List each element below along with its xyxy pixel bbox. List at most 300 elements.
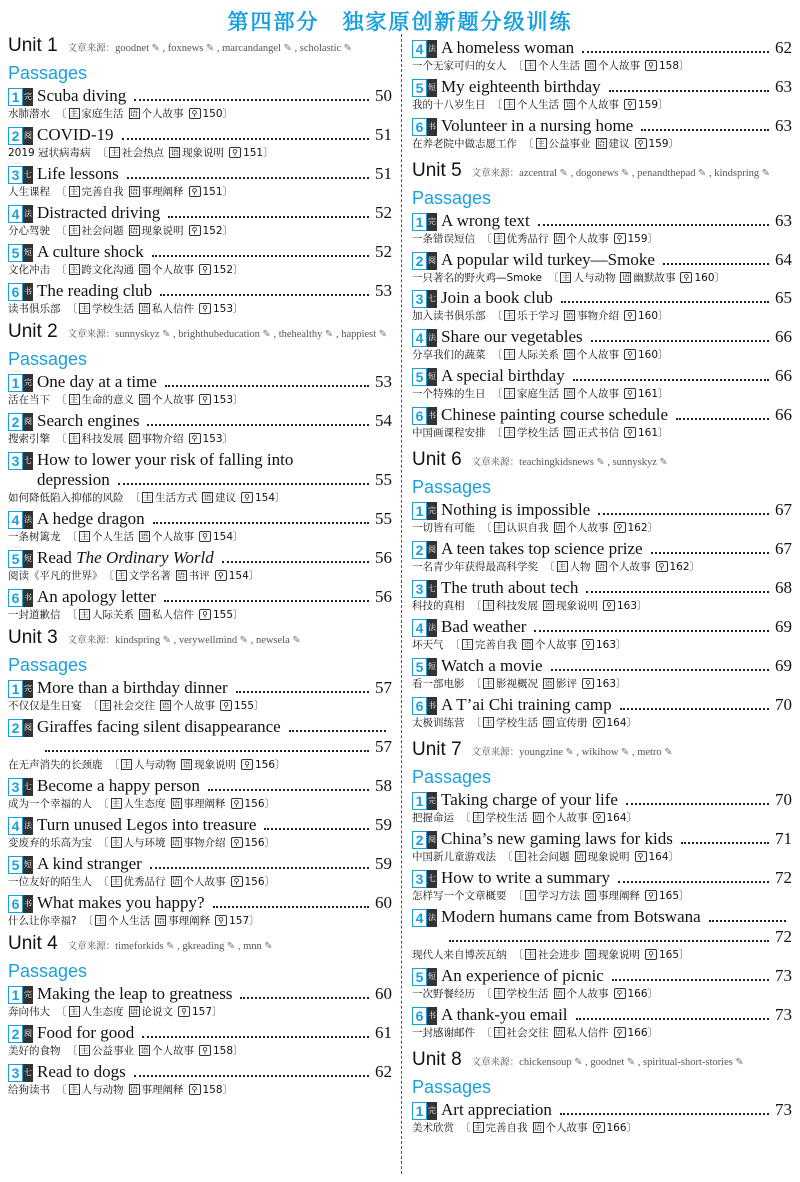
entry-title[interactable]: A wrong text [441, 211, 530, 230]
source-name[interactable]: sunnyskyz [612, 457, 657, 468]
bracket-open: 〔 [98, 876, 109, 888]
entry-theme: 社会热点 [122, 147, 165, 159]
entry-meta [8, 431, 392, 448]
theme-badge: 主 [70, 109, 78, 118]
entry-title-line [8, 450, 392, 470]
dot-leader [160, 294, 369, 296]
source-name[interactable]: chickensoup [519, 1057, 572, 1068]
entry-title-line [412, 405, 792, 425]
toc-entry[interactable] [412, 211, 792, 248]
toc-entry[interactable] [412, 250, 792, 286]
entry-meta [8, 874, 392, 891]
clip-icon: ✎ [237, 635, 249, 646]
entry-meta [8, 490, 392, 507]
toc-entry[interactable] [8, 411, 392, 448]
entry-title-line [8, 776, 392, 796]
answer-page-number: 153 [213, 303, 234, 315]
genre-badge: 语 [172, 838, 180, 847]
toc-entry[interactable] [8, 242, 392, 279]
page-number: 55 [375, 509, 392, 528]
answer-page-number: 158 [213, 1045, 234, 1057]
answer-page-number: 150 [202, 108, 223, 120]
entry-title[interactable]: Giraffes facing silent disappearance [37, 717, 281, 736]
entry-theme: 完善自我 [475, 639, 517, 651]
bracket-close: 〕 [658, 388, 669, 400]
entry-title-line [412, 578, 792, 598]
entry-chinese-title: 一封感谢邮件 [412, 1027, 475, 1039]
entry-title[interactable]: Life lessons [37, 164, 119, 183]
entry-genre: 事理阐释 [141, 1084, 184, 1096]
entry-title[interactable]: A popular wild turkey—Smoke [441, 250, 655, 269]
source-name[interactable]: happiest [341, 329, 377, 340]
toc-entry[interactable] [412, 617, 792, 654]
entry-theme: 生活方式 [155, 492, 197, 504]
search-icon: ⚲ [582, 639, 594, 650]
clip-icon: ✎ [259, 329, 271, 340]
source-name[interactable]: metro [637, 747, 662, 758]
source-name[interactable]: marcandangel [222, 43, 281, 54]
toc-entry[interactable] [8, 86, 392, 123]
entry-title[interactable]: Read to dogs [37, 1062, 126, 1081]
entry-title[interactable]: An experience of picnic [441, 966, 604, 985]
entry-theme: 社会问题 [81, 225, 124, 237]
entry-theme: 人生态度 [81, 1006, 124, 1018]
dot-leader [618, 881, 769, 883]
bracket-open: 〔 [66, 303, 77, 315]
theme-badge: 主 [80, 304, 89, 313]
source-name[interactable]: dogonews [575, 168, 619, 179]
entry-title[interactable]: A kind stranger [37, 854, 142, 873]
entry-type-tag: 短 [23, 550, 33, 568]
entry-title[interactable]: Modern humans came from Botswana [441, 907, 701, 926]
bracket-close: 〕 [647, 1027, 659, 1039]
entry-number: 1 [8, 986, 23, 1004]
toc-entry[interactable] [8, 678, 392, 715]
theme-badge: 主 [117, 571, 126, 580]
genre-badge: 语 [565, 389, 574, 398]
bracket-open: 〔 [491, 388, 502, 400]
entry-title[interactable]: Watch a movie [441, 656, 543, 675]
theme-badge: 主 [463, 640, 472, 649]
entry-title[interactable]: My eighteenth birthday [441, 77, 601, 96]
toc-entry[interactable] [412, 656, 792, 693]
unit-sources [68, 635, 301, 646]
search-icon: ⚲ [645, 949, 657, 960]
toc-entry[interactable] [8, 450, 392, 507]
entry-number: 1 [412, 792, 427, 810]
toc-entry[interactable] [412, 829, 792, 866]
entry-title-line [8, 587, 392, 607]
bracket-close: 〕 [222, 225, 234, 237]
toc-entry[interactable] [8, 1062, 392, 1099]
toc-entry[interactable] [8, 509, 392, 546]
entry-title[interactable]: A teen takes top science prize [441, 539, 643, 558]
entry-meta [8, 796, 392, 813]
entry-title[interactable]: An apology letter [37, 587, 156, 606]
toc-entry[interactable] [412, 1005, 792, 1042]
search-icon: ⚲ [614, 233, 626, 244]
search-icon: ⚲ [229, 147, 241, 158]
toc-entry[interactable] [8, 815, 392, 852]
entry-title-line [412, 907, 792, 927]
answer-page-number: 162 [669, 561, 690, 573]
entry-meta [412, 986, 792, 1003]
toc-entry[interactable] [8, 854, 392, 891]
bracket-open: 〔 [98, 837, 109, 849]
entry-title-line [8, 281, 392, 301]
entry-type-tag: 书 [427, 697, 437, 715]
unit-section [8, 36, 392, 318]
theme-badge: 主 [474, 1123, 482, 1132]
entry-title[interactable]: Chinese painting course schedule [441, 405, 669, 424]
toc-entry[interactable] [8, 281, 392, 318]
entry-number: 2 [412, 541, 427, 559]
page-number: 63 [775, 116, 792, 135]
source-name[interactable]: thehealthy [278, 329, 323, 340]
entry-number: 5 [8, 244, 23, 262]
entry-title[interactable]: Scuba diving [37, 86, 127, 105]
genre-badge: 语 [161, 701, 170, 710]
entry-chinese-title: 我的十八岁生日 [412, 99, 486, 111]
toc-entry[interactable] [412, 907, 792, 964]
entry-number: 1 [412, 1102, 427, 1120]
toc-entry[interactable] [412, 868, 792, 905]
entry-meta [412, 1025, 792, 1042]
entry-meta [8, 698, 392, 715]
entry-type-tag: 阅 [23, 719, 33, 737]
bracket-close: 〕 [254, 700, 265, 712]
source-name[interactable]: brighthubeducation [178, 329, 260, 340]
toc-entry[interactable] [412, 38, 792, 75]
entry-number: 3 [412, 290, 427, 308]
entry-chinese-title: 变废弃的乐高为宝 [8, 837, 92, 849]
entry-chinese-title: 分心驾驶 [8, 225, 50, 237]
page-number: 63 [775, 211, 792, 230]
source-name[interactable]: timeforkids [115, 941, 164, 952]
right-column [412, 36, 792, 1141]
page-number: 65 [775, 288, 792, 307]
entry-meta [8, 1004, 392, 1021]
answer-page-number: 164 [648, 851, 669, 863]
answer-page-number: 161 [638, 427, 659, 439]
entry-theme: 人与环境 [123, 837, 166, 849]
page-number: 52 [375, 203, 392, 222]
toc-entry[interactable] [412, 695, 792, 732]
entry-type-tag: 短 [427, 658, 437, 676]
toc-entry[interactable] [8, 984, 392, 1021]
entry-genre: 个人故事 [545, 812, 588, 824]
entry-theme: 科技发展 [496, 600, 538, 612]
page-number: 60 [375, 893, 392, 912]
source-name[interactable]: verywellmind [178, 635, 238, 646]
page-number: 67 [775, 500, 792, 519]
entry-title[interactable]: What makes you happy? [37, 893, 205, 912]
page-number: 59 [375, 815, 392, 834]
entry-type-tag: 阅 [23, 413, 33, 431]
entry-title[interactable]: Bad weather [441, 617, 527, 636]
search-icon: ⚲ [199, 303, 211, 314]
bracket-close: 〕 [679, 60, 690, 72]
source-name[interactable]: youngzine [519, 747, 563, 758]
entry-chinese-title: 坏天气 [412, 639, 444, 651]
genre-badge: 语 [534, 813, 542, 822]
theme-badge: 主 [80, 532, 89, 541]
bracket-close: 〕 [233, 609, 244, 621]
toc-entry[interactable] [8, 548, 392, 585]
genre-badge: 语 [130, 1007, 138, 1016]
entry-title-line [8, 1062, 392, 1082]
source-separator: , [635, 1057, 644, 1068]
entry-title-line [8, 203, 392, 223]
entry-number: 3 [412, 870, 427, 888]
entry-title[interactable]: Search engines [37, 411, 140, 430]
clip-icon: ✎ [557, 168, 568, 179]
entry-title[interactable]: Distracted driving [37, 203, 161, 222]
source-name[interactable]: penandthepad [637, 168, 696, 179]
entry-title[interactable]: Share our vegetables [441, 327, 583, 346]
dot-leader [142, 1036, 369, 1038]
answer-page-number: 157 [192, 1006, 213, 1018]
genre-badge: 语 [130, 226, 138, 235]
entry-meta [412, 270, 792, 286]
page-number: 71 [775, 829, 792, 848]
toc-entry[interactable] [412, 77, 792, 114]
answer-page-number: 151 [202, 186, 223, 198]
entry-title[interactable]: China’s new gaming laws for kids [441, 829, 673, 848]
bracket-open: 〔 [491, 427, 502, 439]
answer-page-number: 164 [606, 812, 627, 824]
entry-genre: 幽默故事 [633, 272, 676, 284]
toc-entry[interactable] [412, 790, 792, 827]
search-icon: ⚲ [614, 1027, 626, 1038]
toc-entry[interactable] [412, 1100, 792, 1137]
entry-title[interactable]: One day at a time [37, 372, 157, 391]
entry-title[interactable]: A hedge dragon [37, 509, 145, 528]
toc-entry[interactable] [8, 372, 392, 409]
source-name[interactable]: wikihow [581, 747, 619, 758]
entry-title-line [412, 617, 792, 637]
source-name[interactable]: kindspring [714, 168, 760, 179]
entry-type-tag: 完 [427, 502, 437, 520]
theme-badge: 主 [495, 234, 503, 243]
source-name[interactable]: newsela [255, 635, 290, 646]
entry-type-tag: 七 [23, 452, 33, 470]
entry-title[interactable]: How to lower your risk of falling into [37, 450, 294, 469]
bracket-open: 〔 [66, 531, 77, 543]
entry-type-tag: 完 [23, 374, 33, 392]
entry-title[interactable] [37, 548, 214, 568]
entry-meta [412, 97, 792, 114]
toc-entry[interactable] [412, 578, 792, 615]
theme-badge: 主 [96, 916, 105, 925]
source-name[interactable]: sunnyskyz [115, 329, 160, 340]
theme-badge: 主 [505, 311, 514, 320]
dot-leader [551, 669, 769, 671]
bracket-open: 〔 [481, 988, 492, 1000]
entry-title[interactable]: More than a birthday dinner [37, 678, 228, 697]
entry-title[interactable]: The reading club [37, 281, 153, 300]
bracket-close: 〕 [679, 890, 690, 902]
page-number: 60 [375, 984, 392, 1003]
source-name[interactable]: spiritual-short-stories [643, 1057, 733, 1068]
entry-title[interactable]: Making the leap to greatness [37, 984, 233, 1003]
search-icon: ⚲ [199, 531, 211, 542]
bracket-close: 〕 [626, 1122, 638, 1134]
source-label: 文章来源： [471, 1057, 520, 1068]
unit-sources [68, 329, 387, 340]
entry-title[interactable]: A special birthday [441, 366, 565, 385]
clip-icon: ✎ [322, 329, 334, 340]
entry-title[interactable]: Join a book club [441, 288, 553, 307]
bracket-close: 〕 [222, 433, 234, 445]
source-separator: , [567, 168, 576, 179]
entry-meta [8, 184, 392, 201]
unit-header [412, 450, 792, 472]
source-name[interactable]: kindspring [115, 635, 161, 646]
source-name[interactable]: goodnet [115, 43, 149, 54]
entry-title[interactable]: Turn unused Legos into treasure [37, 815, 257, 834]
entry-theme: 社会交往 [113, 700, 155, 712]
bracket-open: 〔 [56, 1084, 67, 1096]
search-icon: ⚲ [199, 609, 211, 620]
entry-title[interactable]: A thank-you email [441, 1005, 568, 1024]
source-name[interactable]: mnn [243, 941, 262, 952]
bracket-close: 〕 [658, 99, 669, 111]
source-separator: , [629, 168, 638, 179]
genre-badge: 语 [555, 989, 563, 998]
source-name[interactable]: azcentral [519, 168, 558, 179]
bracket-close: 〕 [689, 561, 701, 573]
bracket-open: 〔 [56, 108, 67, 120]
search-icon: ⚲ [624, 349, 636, 360]
entry-genre: 书评 [188, 570, 210, 582]
toc-entry[interactable] [8, 125, 392, 162]
source-label: 文章来源： [67, 329, 116, 340]
toc-entry[interactable] [412, 288, 792, 325]
entry-title[interactable]: Food for good [37, 1023, 135, 1042]
toc-entry[interactable] [412, 116, 792, 153]
entry-number: 6 [8, 283, 23, 301]
toc-entry[interactable] [8, 776, 392, 813]
source-name[interactable]: scholastic [299, 43, 342, 54]
source-label: 文章来源： [471, 747, 520, 758]
entry-number: 1 [8, 88, 23, 106]
genre-badge: 语 [170, 148, 179, 157]
search-icon: ⚲ [199, 394, 211, 405]
clip-icon: ✎ [160, 635, 171, 646]
entry-number: 4 [412, 909, 427, 927]
page-number: 51 [375, 164, 392, 183]
unit-sources [472, 168, 770, 179]
entry-title[interactable]: A T’ai Chi training camp [441, 695, 612, 714]
page-number: 63 [775, 77, 792, 96]
unit-title: Unit 7 [412, 739, 462, 760]
dot-leader [663, 263, 769, 265]
bracket-open: 〔 [502, 851, 513, 863]
answer-page-number: 163 [596, 678, 617, 690]
unit-sources [472, 457, 668, 468]
bracket-close: 〕 [275, 492, 286, 504]
entry-number: 1 [412, 213, 427, 231]
entry-title[interactable]: A culture shock [37, 242, 144, 261]
toc-entry[interactable] [8, 203, 392, 240]
source-separator: , [170, 329, 179, 340]
entry-theme: 公益事业 [92, 1045, 134, 1057]
theme-badge: 主 [561, 273, 570, 282]
entry-title[interactable]: Art appreciation [441, 1100, 552, 1119]
toc-entry[interactable] [412, 966, 792, 1003]
passages-heading: Passages [8, 63, 88, 83]
toc-entry[interactable] [8, 893, 392, 930]
entry-type-tag: 七 [23, 166, 33, 184]
toc-entry[interactable] [412, 539, 792, 576]
toc-entry[interactable] [412, 500, 792, 537]
search-icon: ⚲ [614, 522, 626, 533]
entry-theme: 人与动物 [573, 272, 616, 284]
entry-title[interactable]: A homeless woman [441, 38, 575, 57]
entry-number: 2 [8, 127, 23, 145]
entry-title[interactable]: Become a happy person [37, 776, 200, 795]
entry-meta [8, 106, 392, 123]
genre-badge: 语 [140, 304, 149, 313]
toc-entry[interactable] [412, 366, 792, 403]
toc-entry[interactable] [412, 405, 792, 442]
genre-badge: 语 [621, 273, 630, 282]
search-icon: ⚲ [645, 890, 657, 901]
entry-title-line [412, 695, 792, 715]
entry-type-tag: 阅 [427, 541, 437, 559]
dot-leader [147, 424, 369, 426]
entry-genre: 宣传册 [556, 717, 588, 729]
entry-title[interactable]: Nothing is impossible [441, 500, 591, 519]
toc-entry[interactable] [8, 1023, 392, 1060]
entry-title[interactable]: Volunteer in a nursing home [441, 116, 634, 135]
genre-badge: 语 [177, 571, 186, 580]
bracket-open: 〔 [544, 561, 555, 573]
source-name[interactable]: goodnet [590, 1057, 625, 1068]
toc-entry[interactable] [8, 717, 392, 774]
unit-title: Unit 4 [8, 933, 58, 954]
clip-icon: ✎ [289, 635, 301, 646]
bracket-open: 〔 [481, 1027, 492, 1039]
search-icon: ⚲ [189, 1084, 201, 1095]
toc-entry[interactable] [8, 164, 392, 201]
source-label: 文章来源： [67, 941, 116, 952]
bracket-close: 〕 [714, 272, 726, 284]
entry-title-line [8, 678, 392, 698]
entry-title-line [412, 539, 792, 559]
toc-entry[interactable] [8, 587, 392, 624]
source-name[interactable]: foxnews [167, 43, 204, 54]
source-name[interactable]: teachingkidsnews [519, 457, 594, 468]
toc-entry[interactable] [412, 327, 792, 364]
bracket-close: 〕 [668, 138, 680, 150]
entry-title[interactable]: The truth about tech [441, 578, 579, 597]
entry-title[interactable]: COVID-19 [37, 125, 114, 144]
entry-number: 6 [412, 118, 427, 136]
answer-page-number: 155 [234, 700, 255, 712]
entry-title[interactable]: Taking charge of your life [441, 790, 618, 809]
source-name[interactable]: gkreading [182, 941, 225, 952]
entry-chinese-title: 把握命运 [412, 812, 454, 824]
answer-page-number: 164 [606, 717, 627, 729]
entry-title-line [412, 366, 792, 386]
dot-leader [681, 842, 769, 844]
page-title: 第四部分 独家原创新题分级训练 [227, 10, 573, 34]
entry-title[interactable]: How to write a summary [441, 868, 611, 887]
bracket-open: 〔 [96, 147, 108, 159]
entry-type-tag: 阅 [427, 831, 437, 849]
